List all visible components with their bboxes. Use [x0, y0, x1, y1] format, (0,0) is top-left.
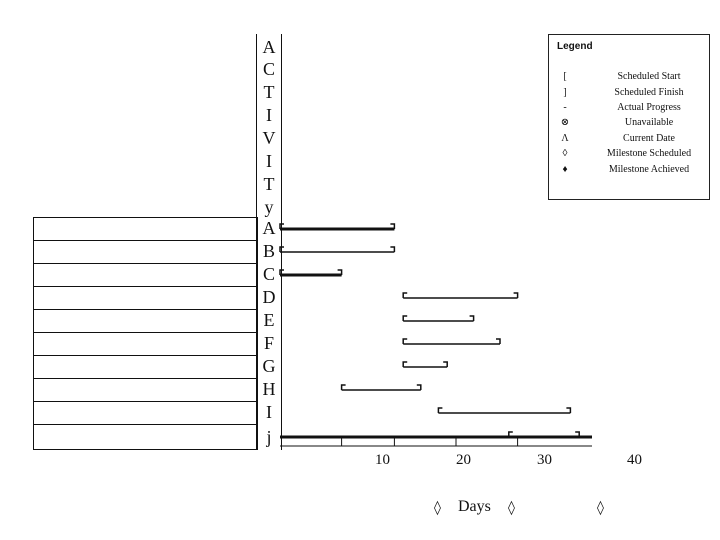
legend-item — [549, 148, 709, 162]
milestone-scheduled-icon: ◊ — [562, 148, 568, 159]
scheduled-finish-icon: ] — [563, 87, 567, 98]
legend-item-label: Scheduled Start — [617, 71, 681, 82]
legend-item — [549, 164, 709, 178]
legend-item-label: Current Date — [623, 133, 675, 144]
activity-label: G — [262, 356, 276, 376]
activity-label: j — [266, 427, 272, 447]
milestone-scheduled-icon: ◊ — [597, 500, 604, 516]
legend-item — [549, 117, 709, 131]
header-letter: T — [263, 174, 275, 194]
activity-label: C — [262, 264, 275, 284]
current-date-icon: Λ — [561, 133, 569, 144]
actual-progress-icon: - — [563, 102, 567, 113]
activity-label: E — [263, 310, 275, 330]
activity-label: A — [262, 218, 276, 238]
milestone-scheduled-icon: ◊ — [508, 500, 515, 516]
legend-item-label: Scheduled Finish — [614, 87, 684, 98]
legend-item — [549, 71, 709, 85]
tick-label-40: 40 — [627, 452, 642, 468]
activity-label: F — [263, 333, 274, 353]
legend-item-label: Actual Progress — [617, 102, 681, 113]
legend-item — [549, 133, 709, 147]
legend-item — [549, 102, 709, 116]
tick-label-10: 10 — [375, 452, 390, 468]
legend-item — [549, 87, 709, 101]
legend-title: Legend — [557, 41, 593, 52]
header-letter: I — [266, 105, 272, 125]
x-axis-label: Days — [458, 498, 491, 515]
activity-label: B — [262, 241, 275, 261]
header-letter: I — [266, 151, 272, 171]
activity-label: I — [266, 402, 272, 422]
header-letter: V — [262, 128, 276, 148]
milestone-scheduled-icon: ◊ — [434, 500, 441, 516]
milestone-achieved-icon: ♦ — [562, 164, 568, 175]
header-letter: A — [262, 37, 276, 57]
tick-label-30: 30 — [537, 452, 552, 468]
legend-item-label: Milestone Achieved — [608, 164, 690, 175]
legend-item-label: Milestone Scheduled — [606, 148, 692, 159]
header-letter: C — [262, 59, 275, 79]
legend-item-label: Unavailable — [624, 117, 674, 128]
header-letter: y — [264, 197, 274, 217]
header-letter: T — [263, 82, 275, 102]
tick-label-20: 20 — [456, 452, 471, 468]
unavailable-icon: ⊗ — [560, 117, 570, 128]
activity-label: D — [262, 287, 276, 307]
scheduled-start-icon: [ — [563, 71, 567, 82]
legend — [548, 34, 710, 200]
activity-label: H — [262, 379, 276, 399]
